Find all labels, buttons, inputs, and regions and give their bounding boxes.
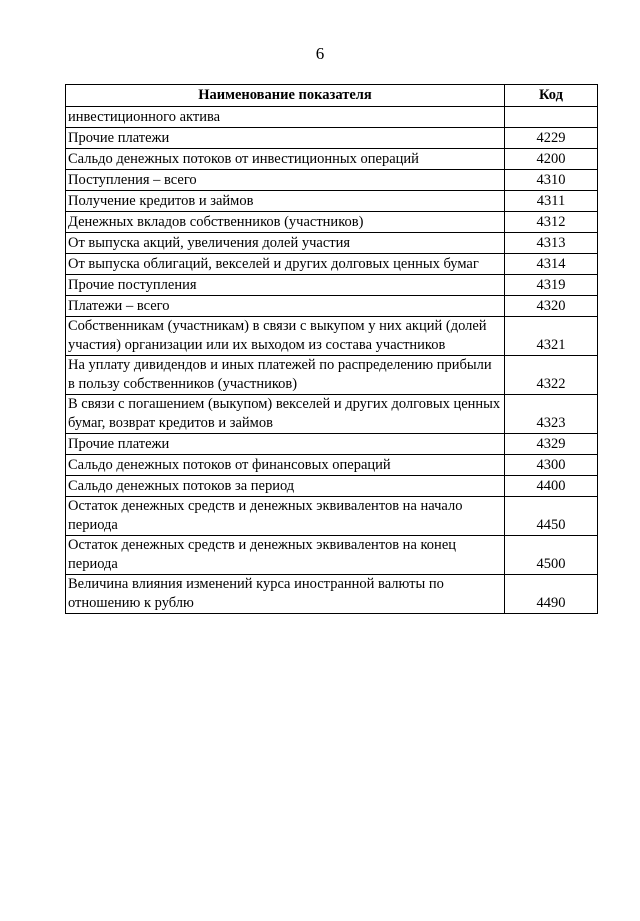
table-row [66, 296, 598, 317]
indicator-name: Прочие поступления [66, 275, 505, 296]
indicator-name: Сальдо денежных потоков за период [66, 476, 505, 497]
indicator-code: 4313 [505, 233, 598, 254]
table-row [66, 107, 598, 128]
table-row [66, 536, 598, 575]
table-row [66, 575, 598, 614]
indicator-name: От выпуска облигаций, векселей и других долговых ценных бумаг [66, 254, 505, 275]
indicator-code: 4229 [505, 128, 598, 149]
indicator-code: 4319 [505, 275, 598, 296]
page-number: 6 [315, 44, 325, 63]
indicator-code: 4321 [505, 317, 598, 356]
indicator-code: 4450 [505, 497, 598, 536]
indicator-name: Прочие платежи [66, 434, 505, 455]
table-row [66, 395, 598, 434]
indicator-name: Величина влияния изменений курса иностранной валюты по отношению к рублю [66, 575, 505, 614]
table-row [66, 476, 598, 497]
indicator-code: 4320 [505, 296, 598, 317]
indicator-code: 4323 [505, 395, 598, 434]
table-row [66, 170, 598, 191]
header-code: Код [505, 85, 598, 107]
indicator-name: От выпуска акций, увеличения долей участия [66, 233, 505, 254]
indicator-code [505, 107, 598, 128]
indicator-code: 4322 [505, 356, 598, 395]
indicator-name: Получение кредитов и займов [66, 191, 505, 212]
indicator-name: Поступления – всего [66, 170, 505, 191]
indicator-name: В связи с погашением (выкупом) векселей и других долговых ценных бумаг, возврат кредитов и займов [66, 395, 505, 434]
indicator-code: 4500 [505, 536, 598, 575]
indicator-name: Остаток денежных средств и денежных эквивалентов на конец периода [66, 536, 505, 575]
table-row [66, 254, 598, 275]
indicators-table [65, 84, 598, 614]
indicator-name: инвестиционного актива [66, 107, 505, 128]
table-header-row [66, 85, 598, 107]
table-row [66, 149, 598, 170]
indicator-code: 4490 [505, 575, 598, 614]
table-row [66, 191, 598, 212]
indicator-name: Собственникам (участникам) в связи с выкупом у них акций (долей участия) организации или их выходом из состава участников [66, 317, 505, 356]
table-row [66, 497, 598, 536]
table-row [66, 317, 598, 356]
indicator-code: 4329 [505, 434, 598, 455]
indicator-name: Сальдо денежных потоков от инвестиционных операций [66, 149, 505, 170]
indicator-name: Денежных вкладов собственников (участников) [66, 212, 505, 233]
table-row [66, 434, 598, 455]
indicator-name: На уплату дивидендов и иных платежей по распределению прибыли в пользу собственников (участников) [66, 356, 505, 395]
indicator-code: 4400 [505, 476, 598, 497]
indicator-code: 4300 [505, 455, 598, 476]
indicator-code: 4314 [505, 254, 598, 275]
indicator-code: 4200 [505, 149, 598, 170]
indicator-code: 4311 [505, 191, 598, 212]
table-row [66, 212, 598, 233]
table-row [66, 455, 598, 476]
indicator-code: 4310 [505, 170, 598, 191]
indicator-name: Сальдо денежных потоков от финансовых операций [66, 455, 505, 476]
table-row [66, 233, 598, 254]
header-indicator-name: Наименование показателя [66, 85, 505, 107]
indicator-code: 4312 [505, 212, 598, 233]
table-row [66, 275, 598, 296]
table-row [66, 128, 598, 149]
indicator-name: Платежи – всего [66, 296, 505, 317]
indicator-name: Прочие платежи [66, 128, 505, 149]
indicator-name: Остаток денежных средств и денежных эквивалентов на начало периода [66, 497, 505, 536]
table-row [66, 356, 598, 395]
